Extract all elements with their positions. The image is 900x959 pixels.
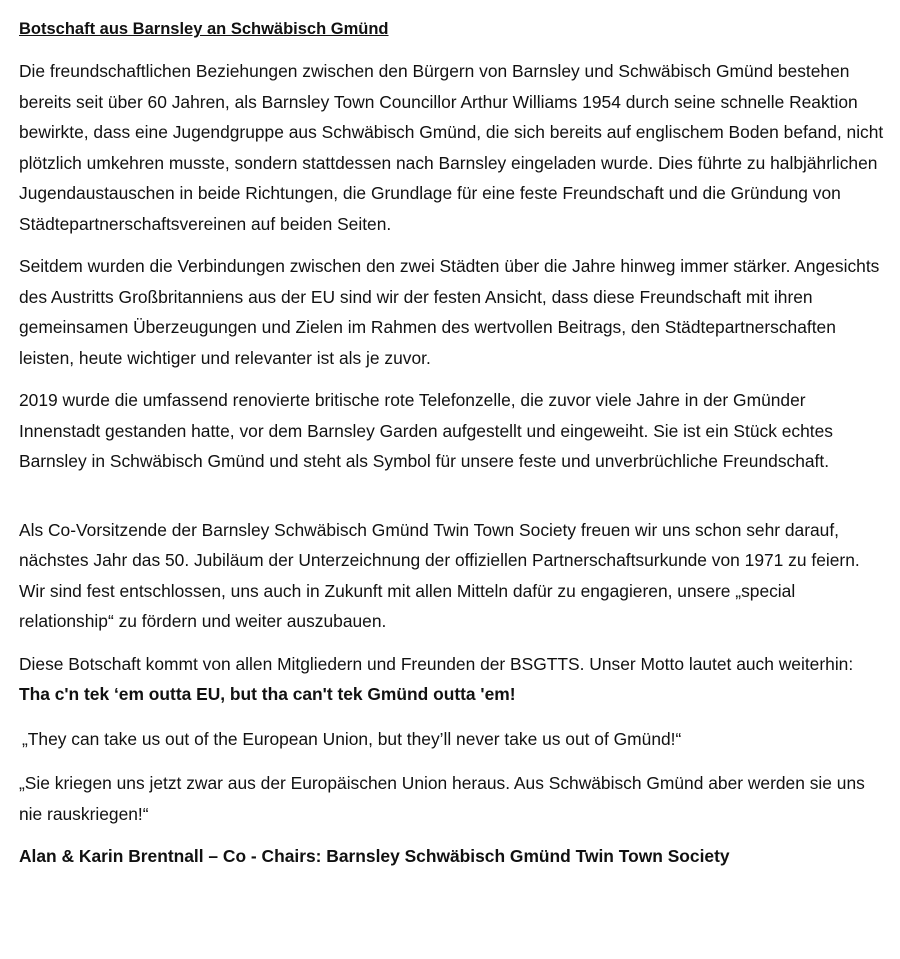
paragraph-brexit: Seitdem wurden die Verbindungen zwischen den zwei Städten über die Jahre hinweg immer stärker. Angesichts des Austritts Großbritanniens aus der EU sind wir der festen Ansicht, dass diese Freundschaft mit ihren gemeinsamen Überzeugungen und Zielen im Rahmen des wertvollen Beitrags, den Städtepartnerschaften leisten, heute wichtiger und relevanter ist als je zuvor.	[19, 256, 880, 368]
paragraph-history: Die freundschaftlichen Beziehungen zwischen den Bürgern von Barnsley und Schwäbisch Gmünd bestehen bereits seit über 60 Jahren, als Barnsley Town Councillor Arthur Williams 1954 durch seine schnelle Reaktion bewirkte, dass eine Jugendgruppe aus Schwäbisch Gmünd, die sich bereits auf englischem Boden befand, nicht plötzlich umkehren musste, sondern stattdessen nach Barnsley eingeladen wurde. Dies führte zu halbjährlichen Jugendaustauschen in beide Richtungen, die Grundlage für eine feste Freundschaft und die Gründung von Städtepartnerschaftsvereinen auf beiden Seiten.	[19, 61, 884, 234]
letter-title: Botschaft aus Barnsley an Schwäbisch Gmünd	[19, 20, 389, 38]
motto-text: Tha c'n tek ‘em outta EU, but tha can't tek Gmünd outta 'em!	[19, 684, 516, 704]
paragraph-jubilee: Als Co-Vorsitzende der Barnsley Schwäbisch Gmünd Twin Town Society freuen wir uns schon sehr darauf, nächstes Jahr das 50. Jubiläum der Unterzeichnung der offiziellen Partnerschaftsurkunde von 1971 zu feiern. Wir sind fest entschlossen, uns auch in Zukunft mit allen Mitteln dafür zu engagieren, unsere „special relationship“ zu fördern und weiter auszubauen.	[19, 519, 860, 631]
motto-intro: Diese Botschaft kommt von allen Mitgliedern und Freunden der BSGTTS. Unser Motto lautet auch weiterhin:	[19, 653, 854, 674]
quote-german: „Sie kriegen uns jetzt zwar aus der Europäischen Union heraus. Aus Schwäbisch Gmünd aber werden sie uns nie rauskriegen!“	[19, 773, 865, 824]
quote-english: „They can take us out of the European Union, but they’ll never take us out of Gmünd!“	[22, 728, 682, 749]
signature: Alan & Karin Brentnall – Co - Chairs: Barnsley Schwäbisch Gmünd Twin Town Society	[19, 846, 730, 866]
letter-document	[19, 14, 887, 872]
paragraph-motto	[19, 649, 887, 710]
paragraph-phone-box: 2019 wurde die umfassend renovierte britische rote Telefonzelle, die zuvor viele Jahre in der Gmünder Innenstadt gestanden hatte, vor dem Barnsley Garden aufgestellt und eingeweiht. Sie ist ein Stück echtes Barnsley in Schwäbisch Gmünd und steht als Symbol für unsere feste und unverbrüchliche Freundschaft.	[19, 390, 833, 471]
